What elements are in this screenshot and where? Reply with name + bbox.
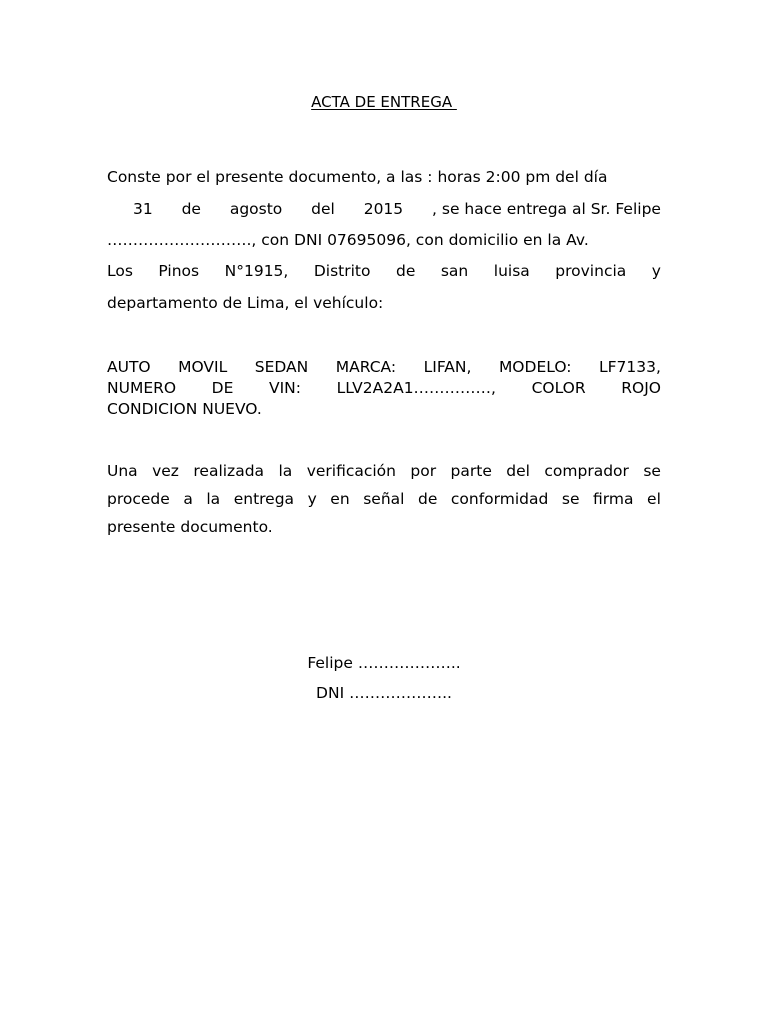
word: realizada: [193, 462, 265, 480]
word: 2015: [363, 200, 404, 218]
word: señal: [363, 490, 405, 508]
word: N°1915,: [224, 262, 289, 280]
paragraph1-line5: departamento de Lima, el vehículo:: [107, 294, 384, 312]
word: se: [643, 462, 661, 480]
word: Distrito: [313, 262, 371, 280]
word: firma: [593, 490, 634, 508]
word: Pinos: [158, 262, 200, 280]
word: Los: [107, 262, 133, 280]
word: de: [395, 262, 416, 280]
word: el: [647, 490, 661, 508]
word: LF7133,: [598, 358, 661, 376]
word: conformidad: [450, 490, 549, 508]
word: COLOR: [531, 379, 586, 397]
word: de: [181, 200, 201, 218]
paragraph1-line4: [107, 261, 661, 281]
word: la: [278, 462, 293, 480]
paragraph3-line3: presente documento.: [107, 518, 273, 536]
word: procede: [107, 490, 170, 508]
paragraph2-line1: [107, 357, 661, 377]
word: a: [183, 490, 193, 508]
word: MOVIL: [178, 358, 228, 376]
paragraph2-line2: [107, 378, 661, 398]
word: comprador: [544, 462, 629, 480]
word: san: [440, 262, 469, 280]
word: 31: [133, 200, 153, 218]
word: LLV2A2A1……………,: [336, 379, 496, 397]
word: luisa: [493, 262, 530, 280]
paragraph3-line2: [107, 489, 661, 509]
word: Una: [107, 462, 138, 480]
word: AUTO: [107, 358, 151, 376]
word: , se hace entrega al Sr. Felipe: [432, 200, 661, 218]
title-text: ACTA DE ENTREGA: [311, 93, 457, 111]
word: DE: [211, 379, 234, 397]
word: entrega: [233, 490, 295, 508]
word: VIN:: [269, 379, 301, 397]
word: vez: [152, 462, 179, 480]
word: y: [307, 490, 317, 508]
word: verificación: [306, 462, 396, 480]
signature-name-line: Felipe ………………..: [307, 654, 461, 672]
word: y: [651, 262, 661, 280]
signature-dni-line: DNI ………………..: [316, 684, 452, 702]
word: ROJO: [621, 379, 661, 397]
paragraph1-line2: [107, 199, 661, 219]
paragraph1-line3: ………………………., con DNI 07695096, con domicilio en la Av.: [107, 231, 589, 249]
word: en: [330, 490, 350, 508]
word: del: [506, 462, 530, 480]
word: del: [311, 200, 335, 218]
paragraph3-line1: [107, 461, 661, 481]
document-title: [0, 92, 768, 112]
word: por: [410, 462, 437, 480]
word: MARCA:: [335, 358, 397, 376]
word: SEDAN: [254, 358, 309, 376]
word: NUMERO: [107, 379, 177, 397]
word: se: [561, 490, 580, 508]
word: MODELO:: [498, 358, 572, 376]
word: parte: [450, 462, 492, 480]
word: de: [417, 490, 438, 508]
paragraph1-line1: Conste por el presente documento, a las : horas 2:00 pm del día: [107, 168, 608, 186]
word: provincia: [555, 262, 627, 280]
word: la: [206, 490, 221, 508]
paragraph2-line3: CONDICION NUEVO.: [107, 400, 262, 418]
word: LIFAN,: [423, 358, 472, 376]
word: agosto: [229, 200, 283, 218]
